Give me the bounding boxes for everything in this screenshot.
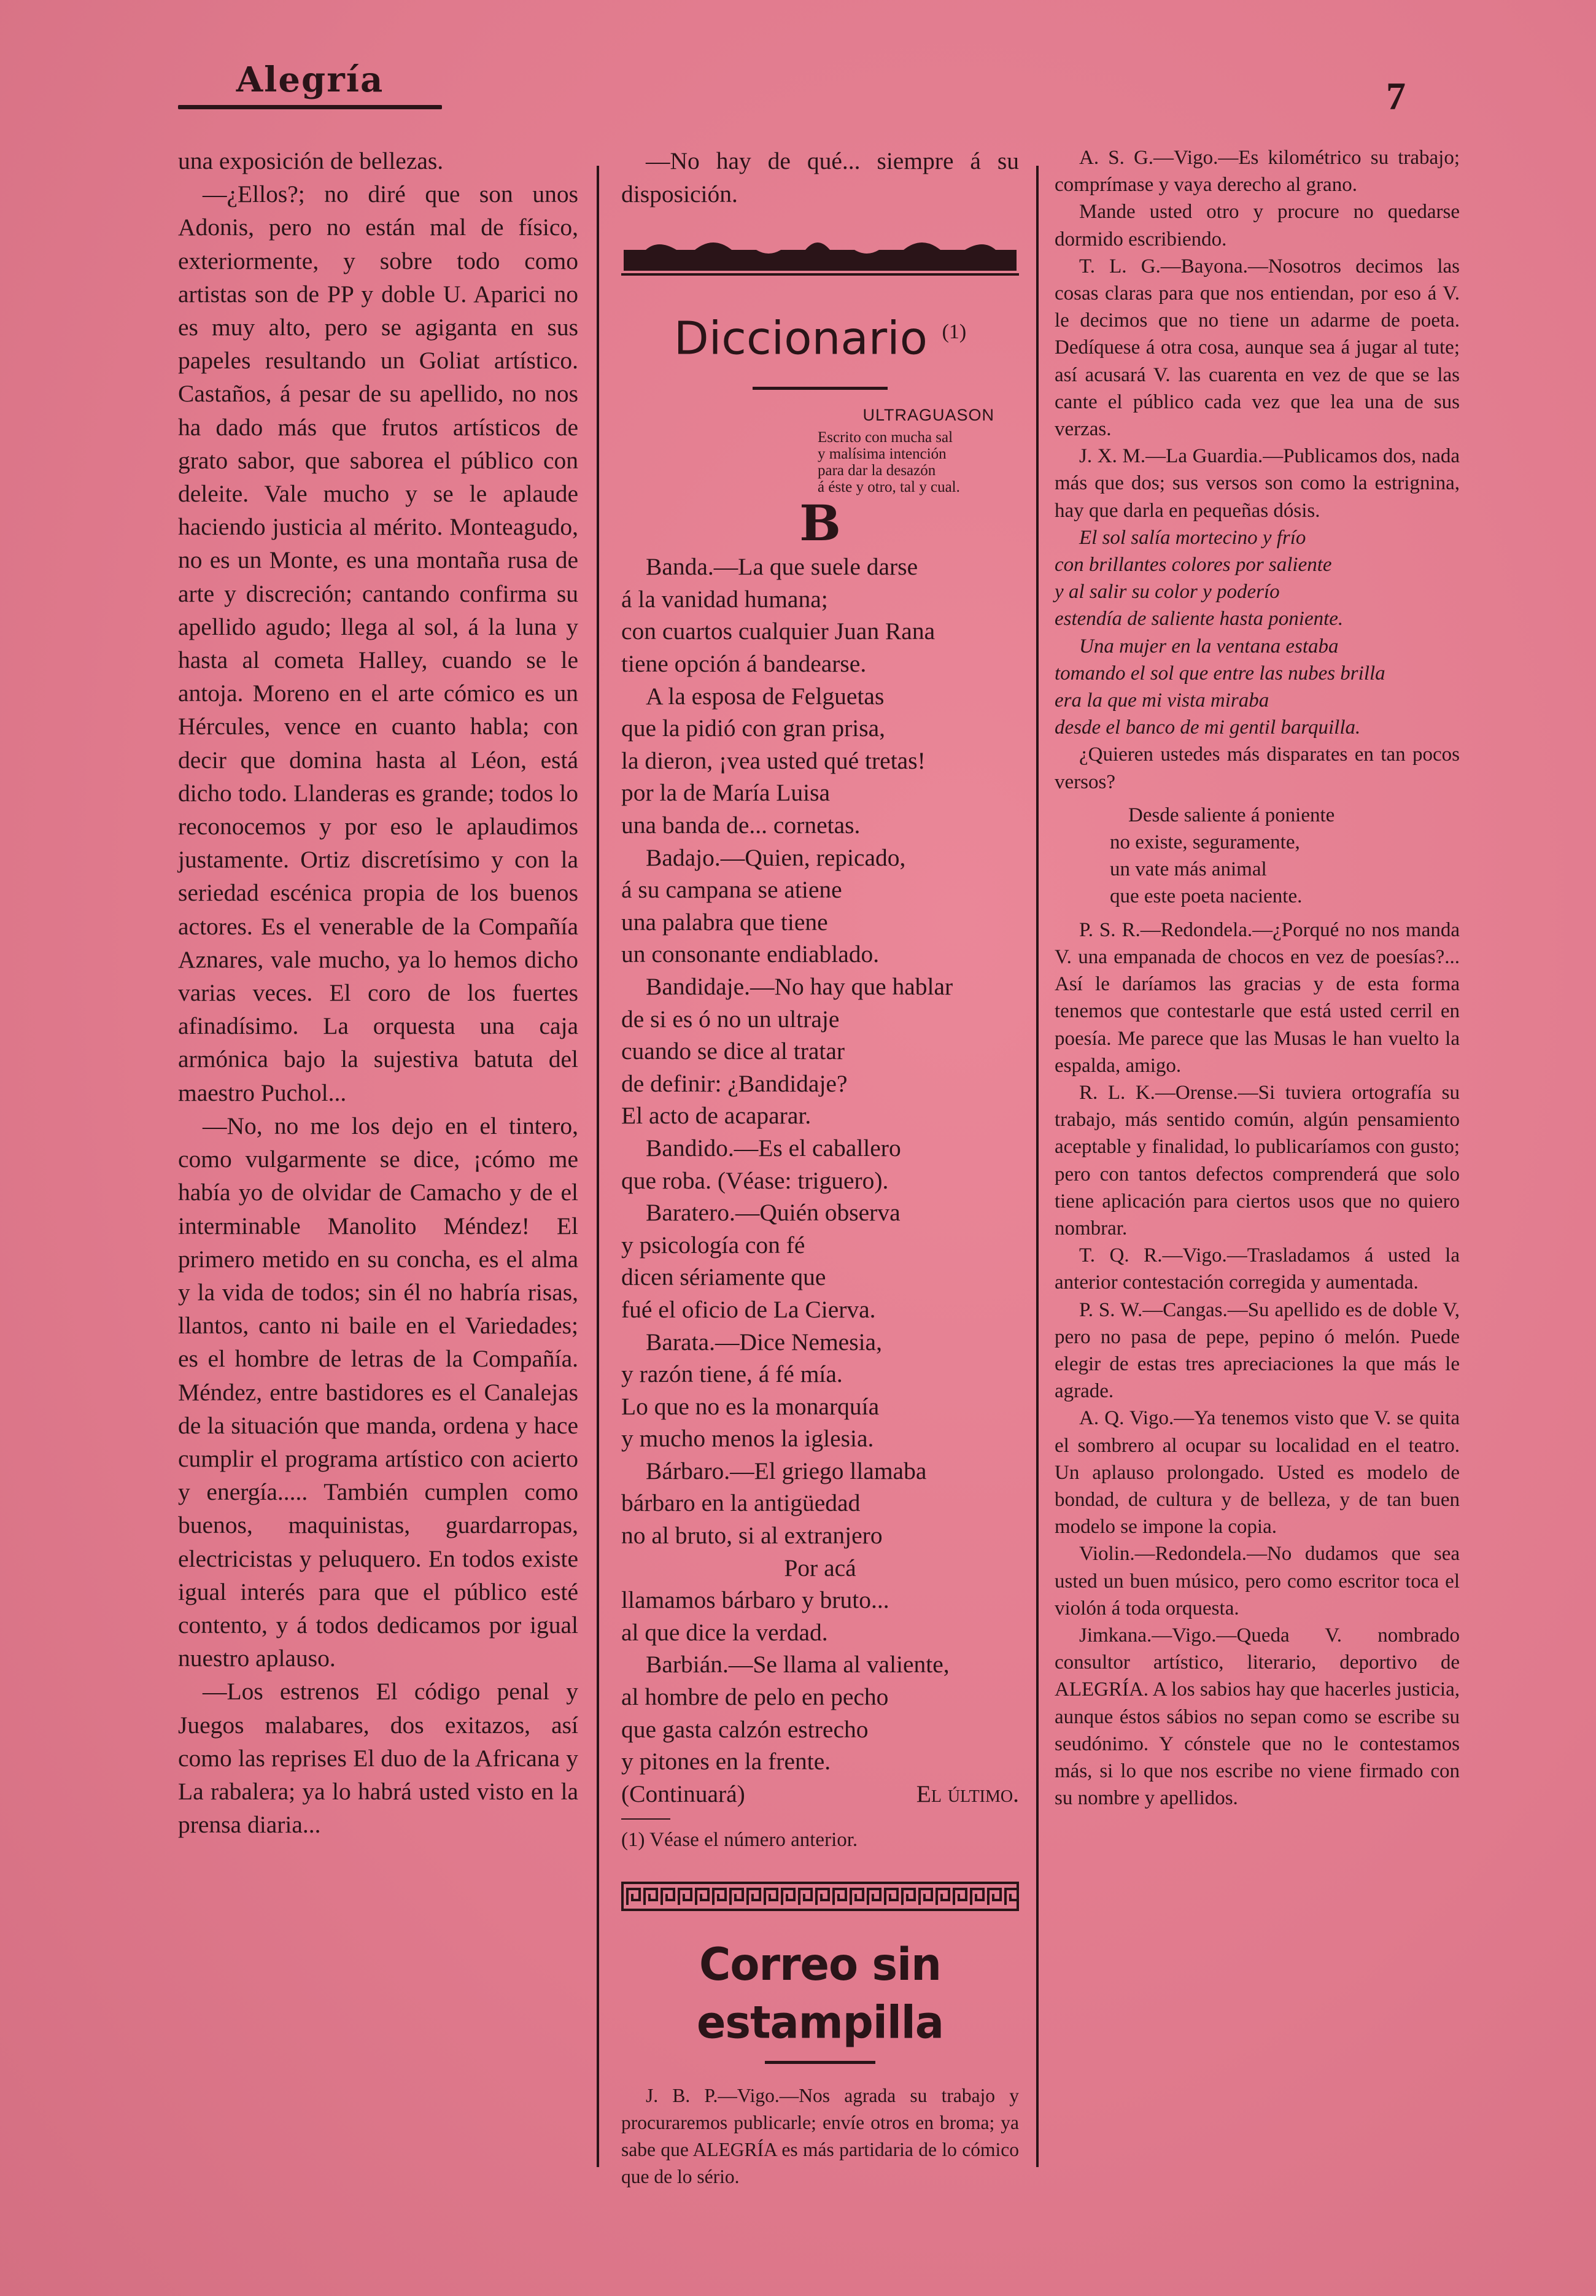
ornament-divider <box>621 233 1019 278</box>
poem-line: con brillantes colores por saliente <box>1055 554 1332 576</box>
verse-line: la dieron, ¡vea usted qué tretas! <box>621 747 926 774</box>
verse-line: no al bruto, si al extranjero <box>621 1522 883 1549</box>
column-1 <box>178 144 578 1841</box>
verse-line: Lo que no es la monarquía <box>621 1392 880 1420</box>
verse-line: á su campana se atiene <box>621 876 842 904</box>
paragraph: P. S. R.—Redondela.—¿Porqué no nos manda V. una empanada de chocos en vez de poesías?... Así le daríamos las gracias y de esta forma tenemos que contestarle que está usted cerril en poesía. Me parece que las Musas le han vuelto la espalda, amigo. <box>1055 918 1460 1077</box>
paragraph: —Los estrenos El código penal y Juegos malabares, dos exitazos, así como las reprises El duo de la Africana y La rabalera; ya lo habrá usted visto en la prensa diaria... <box>178 1678 578 1839</box>
paragraph: P. S. W.—Cangas.—Su apellido es de doble V, pero no pasa de pepe, pepino ó melón. Puede elegir de estas tres apreciaciones la que más le agrade. <box>1055 1298 1460 1403</box>
footnote-ref: (1) <box>942 320 967 343</box>
verse-line: Barbián.—Se llama al valiente, <box>646 1651 950 1678</box>
poem-line: un vate más animal <box>1110 858 1267 881</box>
paragraph: A. Q. Vigo.—Ya tenemos visto que V. se quita el sombrero al ocupar su localidad en el teatro. Un aplauso prolongado. Usted es modelo de bondad, de cultura y de belleza, y de tan buen modelo se impone la copia. <box>1055 1407 1460 1538</box>
verse-line: de definir: ¿Bandidaje? <box>621 1069 848 1097</box>
correo-text <box>621 2082 1019 2190</box>
continued-note: (Continuará) <box>621 1780 745 1807</box>
verse-line: bárbaro en la antigüedad <box>621 1489 861 1517</box>
poem-line: tomando el sol que entre las nubes brilla <box>1055 662 1385 685</box>
page-number: 7 <box>1386 74 1406 118</box>
verse-line: fué el oficio de La Cierva. <box>621 1295 876 1323</box>
verse-line: El acto de acaparar. <box>621 1102 812 1130</box>
quoted-poem <box>1055 524 1460 742</box>
paragraph: ¿Quieren ustedes más disparates en tan pocos versos? <box>1055 743 1460 793</box>
verse-line: un consonante endiablado. <box>621 941 880 968</box>
verse-line: Barata.—Dice Nemesia, <box>646 1328 882 1355</box>
verse-line: Bandido.—Es el caballero <box>646 1134 901 1162</box>
verse-line: tiene opción á bandearse. <box>621 650 867 678</box>
verse-line: Por acá <box>784 1554 856 1581</box>
greek-key-border <box>621 1882 1019 1911</box>
epigraph-line: á éste y otro, tal y cual. <box>818 479 960 496</box>
paragraph: J. X. M.—La Guardia.—Publicamos dos, nada más que dos; sus versos son como la estrignina, hay que darla en pequeñas dósis. <box>1055 445 1460 522</box>
verse-line: Baratero.—Quién observa <box>646 1199 901 1227</box>
masthead <box>178 58 442 109</box>
greek-key-pattern <box>627 1889 1018 1905</box>
paragraph: R. L. K.—Orense.—Si tuviera ortografía su trabajo, más sentido común, algún pensamiento aceptable y finalidad, lo publicaríamos con gusto; pero con tantos defectos comprenderá que solo tiene aplicación para ciertos usos que no quiero nombrar. <box>1055 1081 1460 1239</box>
verse-line: al hombre de pelo en pecho <box>621 1683 889 1711</box>
paragraph: —No hay de qué... siempre á su disposición. <box>621 147 1019 208</box>
verse-line: con cuartos cualquier Juan Rana <box>621 618 936 645</box>
poem-line: desde el banco de mi gentil barquilla. <box>1055 716 1361 739</box>
verse-line: por la de María Luisa <box>621 779 831 807</box>
verse-line: llamamos bárbaro y bruto... <box>621 1586 889 1614</box>
short-rule <box>753 387 888 390</box>
paragraph: A. S. G.—Vigo.—Es kilométrico su trabajo; comprímase y vaya derecho al grano. <box>1055 147 1460 196</box>
poem-line: era la que mi vista miraba <box>1055 689 1269 712</box>
verse-line: Banda.—La que suele darse <box>646 553 918 581</box>
signature-line <box>621 1778 1019 1810</box>
verse-line: á la vanidad humana; <box>621 585 828 613</box>
verse-line: al que dice la verdad. <box>621 1618 828 1646</box>
epigraph <box>818 429 1019 495</box>
verse-line: Bandidaje.—No hay que hablar <box>646 972 953 1000</box>
masthead-rule <box>178 105 442 109</box>
poem-line: y al salir su color y poderío <box>1055 581 1280 603</box>
poem-line: estendía de saliente hasta poniente. <box>1055 608 1344 630</box>
verse-line: que roba. (Véase: triguero). <box>621 1166 889 1194</box>
short-rule <box>765 2061 875 2064</box>
paragraph: Mande usted otro y procure no quedarse dormido escribiendo. <box>1055 201 1460 250</box>
paragraph: Jimkana.—Vigo.—Queda V. nombrado consultor artístico, literario, deportivo de ALEGRÍA. A los sabios hay que hacerles justicia, aunque éstos sábios no sepan como se escribe su seudónimo. Y cónstele que no le contestamos más, si lo que nos escribe no viene firmado con su nombre y apellidos. <box>1055 1624 1460 1810</box>
column-divider <box>1036 166 1039 2167</box>
verse-line: que la pidió con gran prisa, <box>621 715 885 742</box>
poem-line: no existe, seguramente, <box>1110 831 1300 854</box>
correo-title: Correo sin estampilla <box>696 1937 944 2049</box>
footnote-rule <box>621 1818 670 1820</box>
paragraph: —¿Ellos?; no diré que son unos Adonis, pero no están mal de físico, exteriormente, y sobre todo como artistas son de PP y doble U. Aparici no es muy alto, pero se agiganta en sus papeles resultando un Goliat artístico. Castaños, á pesar de su apellido, no nos ha dado más que frutos artísticos de grato sabor, que saborea el público con deleite. Vale mucho y se le aplaude haciendo justicia al mérito. Monteagudo, no es un Monte, es una montaña rusa de arte y discreción; cantando confirma su apellido agudo; llega al sol, á la luna y hasta al cometa Halley, cuando se le antoja. Moreno en el arte cómico es un Hércules, vence en cuanto habla; con decir que domina hasta al Léon, está dicho todo. Llanderas es grande; todos lo reconocemos y por eso le aplaudimos justamente. Ortiz discretísimo y con la seriedad escénica propia de los buenos actores. Es el venerable de la Compañía Aznares, vale mucho, ya lo hemos dicho varias veces. El coro de los fuertes afinadísimo. La orquesta una caja armónica bajo la sujestiva batuta del maestro Puchol... <box>178 180 578 1106</box>
verse-line: Badajo.—Quien, repicado, <box>646 844 906 871</box>
verse-line: una banda de... cornetas. <box>621 812 861 839</box>
verse-line: A la esposa de Felguetas <box>646 682 885 710</box>
dictionary-title: Diccionario <box>673 312 928 365</box>
paragraph: T. L. G.—Bayona.—Nosotros decimos las cosas claras para que nos entiendan, por eso á V. le decimos que no tiene un adarme de poeta. Dedíquese á otra cosa, aunque sea á jugar al tute; así acusará V. las cuarenta en vez de que se las cante el público cada vez que lea una de sus verzas. <box>1055 255 1460 441</box>
dictionary-entries <box>621 551 1019 1810</box>
poem-line: El sol salía mortecino y frío <box>1079 526 1306 549</box>
epigraph-line: Escrito con mucha sal <box>818 429 953 446</box>
verse-line: y pitones en la frente. <box>621 1748 831 1775</box>
verse-line: y razón tiene, á fé mía. <box>621 1360 843 1388</box>
verse-line: cuando se dice al tratar <box>621 1037 845 1065</box>
reply-poem <box>1055 802 1460 910</box>
poem-line: Una mujer en la ventana estaba <box>1079 635 1339 657</box>
poem-line: Desde saliente á poniente <box>1128 804 1335 826</box>
verse-line: de si es ó no un ultraje <box>621 1005 840 1033</box>
signature: El último. <box>916 1780 1019 1807</box>
author-name: ULTRAGUASON <box>862 406 994 425</box>
paragraph: J. B. P.—Vigo.—Nos agrada su trabajo y procuraremos publicarle; envíe otros en broma; ya sabe que ALEGRÍA es más partidaria de lo cómico que de lo sério. <box>621 2084 1019 2187</box>
verse-line: una palabra que tiene <box>621 908 828 936</box>
paragraph: una exposición de bellezas. <box>178 147 444 174</box>
verse-line: y psicología con fé <box>621 1231 805 1259</box>
masthead-title: Alegría <box>236 60 384 100</box>
column-divider <box>597 166 599 2167</box>
section-title <box>621 304 1019 367</box>
column-3 <box>1055 144 1460 1812</box>
paragraph: Violin.—Redondela.—No dudamos que sea usted un buen músico, pero como escritor toca el violón á toda orquesta. <box>1055 1543 1460 1619</box>
footnote: (1) Véase el número anterior. <box>621 1829 858 1852</box>
verse-line: Bárbaro.—El griego llamaba <box>646 1457 927 1484</box>
paragraph: T. Q. R.—Vigo.—Trasladamos á usted la anterior contestación corregida y aumentada. <box>1055 1244 1460 1294</box>
verse-line: dicen sériamente que <box>621 1263 826 1291</box>
verse-line: que gasta calzón estrecho <box>621 1715 869 1743</box>
column-2 <box>621 144 1019 2190</box>
epigraph-line: para dar la desazón <box>818 462 936 479</box>
section-letter: B <box>799 494 841 553</box>
poem-line: que este poeta naciente. <box>1110 885 1303 908</box>
epigraph-line: y malísima intención <box>818 446 947 463</box>
paragraph: —No, no me los dejo en el tintero, como vulgarmente se dice, ¡cómo me había yo de olvidar de Camacho y de el interminable Manolito Méndez! El primero metido en su concha, es el alma y la vida de todos; sin él no habría risas, llantos, canto ni baile en el Variedades; es el hombre de letras de la Compañía. Méndez, entre bastidores es el Canalejas de la situación que manda, ordena y hace cumplir el programa artístico con acierto y energía..... También cumplen como buenos, maquinistas, guardarropas, electricistas y peluquero. En todos existe igual interés para que el público esté contento, y á todos dedicamos por igual nuestro aplauso. <box>178 1112 578 1672</box>
verse-line: y mucho menos la iglesia. <box>621 1425 874 1452</box>
